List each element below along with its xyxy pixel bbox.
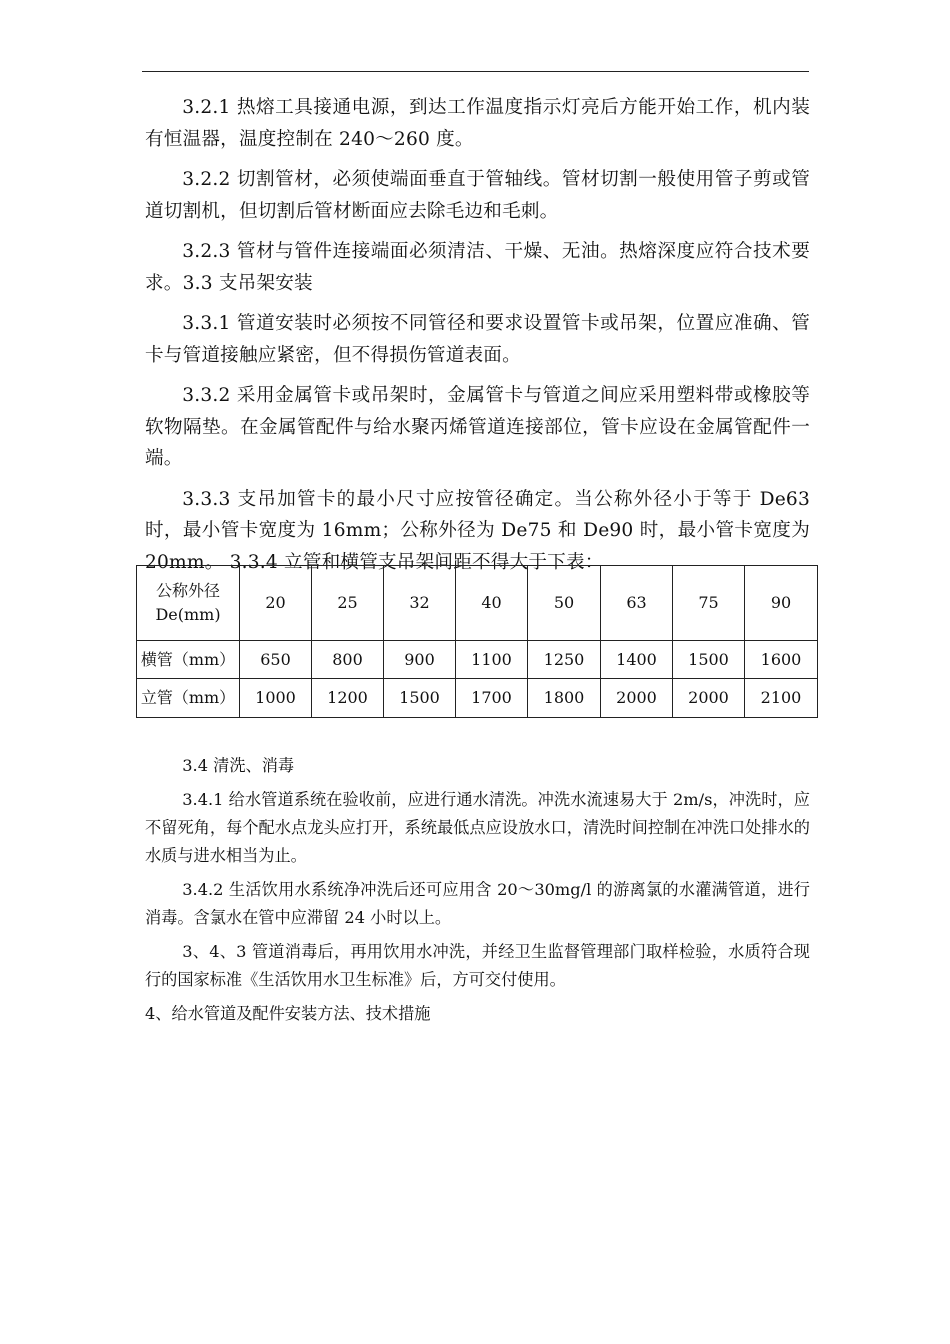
- paragraph-3-3-2: 3.3.2 采用金属管卡或吊架时，金属管卡与管道之间应采用塑料带或橡胶等软物隔垫。在金属管配件与给水聚丙烯管道连接部位，管卡应设在金属管配件一端。: [145, 385, 810, 469]
- table-cell: 1700: [456, 679, 528, 718]
- row-label-vertical: 立管（mm）: [137, 679, 240, 718]
- table-cell: 90: [745, 566, 818, 641]
- table-cell: 1500: [384, 679, 456, 718]
- table-cell: 650: [240, 641, 312, 679]
- table-cell: 900: [384, 641, 456, 679]
- table-cell: 2100: [745, 679, 818, 718]
- paragraph-3-2-1: 3.2.1 热熔工具接通电源，到达工作温度指示灯亮后方能开始工作，机内装有恒温器，温度控制在 240～260 度。: [145, 97, 810, 150]
- bottom-text-block: [145, 752, 810, 1028]
- table-cell: 40: [456, 566, 528, 641]
- table-row: [137, 641, 818, 679]
- header-label-line2: De(mm): [155, 605, 221, 624]
- paragraph-3-3-3: 3.3.3 支吊加管卡的最小尺寸应按管径确定。当公称外径小于等于 De63 时，最小管卡宽度为 16mm；公称外径为 De75 和 De90 时，最小管卡宽度为 20mm。 3.3.4 立管和横管支吊架间距不得大于下表：: [145, 488, 810, 573]
- table-cell: 25: [312, 566, 384, 641]
- table-header-label: [137, 566, 240, 641]
- table-cell: 1200: [312, 679, 384, 718]
- table-cell: 1250: [528, 641, 601, 679]
- top-text-block: [145, 92, 810, 578]
- table-cell: 1800: [528, 679, 601, 718]
- paragraph-3-3-1: 3.3.1 管道安装时必须按不同管径和要求设置管卡或吊架，位置应准确、管卡与管道接触应紧密，但不得损伤管道表面。: [145, 313, 810, 366]
- header-rule: [142, 71, 809, 72]
- table-row: [137, 679, 818, 718]
- table-cell: 1100: [456, 641, 528, 679]
- paragraph-3-4-1: 3.4.1 给水管道系统在验收前，应进行通水清洗。冲洗水流速易大于 2m/s，冲洗时，应不留死角，每个配水点龙头应打开，系统最低点应设放水口，清洗时间控制在冲洗口处排水的水质与进水相当为止。: [145, 790, 810, 865]
- table-cell: 1000: [240, 679, 312, 718]
- table-cell: 1600: [745, 641, 818, 679]
- paragraph-3-4-3: 3、4、3 管道消毒后，再用饮用水冲洗，并经卫生监督管理部门取样检验，水质符合现行的国家标准《生活饮用水卫生标准》后，方可交付使用。: [145, 942, 810, 989]
- paragraph-3-2-2: 3.2.2 切割管材，必须使端面垂直于管轴线。管材切割一般使用管子剪或管道切割机，但切割后管材断面应去除毛边和毛刺。: [145, 169, 810, 222]
- header-label-line1: 公称外径: [155, 581, 220, 600]
- support-spacing-table: [136, 565, 818, 718]
- table-cell: 2000: [601, 679, 673, 718]
- paragraph-3-4-2: 3.4.2 生活饮用水系统净冲洗后还可应用含 20～30mg/l 的游离氯的水灌满管道，进行消毒。含氯水在管中应滞留 24 小时以上。: [145, 880, 810, 927]
- table-cell: 1400: [601, 641, 673, 679]
- table-cell: 20: [240, 566, 312, 641]
- table-cell: 50: [528, 566, 601, 641]
- table-header-row: [137, 566, 818, 641]
- section-heading-3-4: 3.4 清洗、消毒: [182, 756, 295, 775]
- table-cell: 32: [384, 566, 456, 641]
- table-cell: 800: [312, 641, 384, 679]
- row-label-horizontal: 横管（mm）: [137, 641, 240, 679]
- table-cell: 1500: [673, 641, 745, 679]
- section-heading-4: 4、给水管道及配件安装方法、技术措施: [145, 1004, 431, 1023]
- table-cell: 63: [601, 566, 673, 641]
- paragraph-3-2-3: 3.2.3 管材与管件连接端面必须清洁、干燥、无油。热熔深度应符合技术要求。3.3 支吊架安装: [145, 241, 810, 294]
- table-cell: 2000: [673, 679, 745, 718]
- table-cell: 75: [673, 566, 745, 641]
